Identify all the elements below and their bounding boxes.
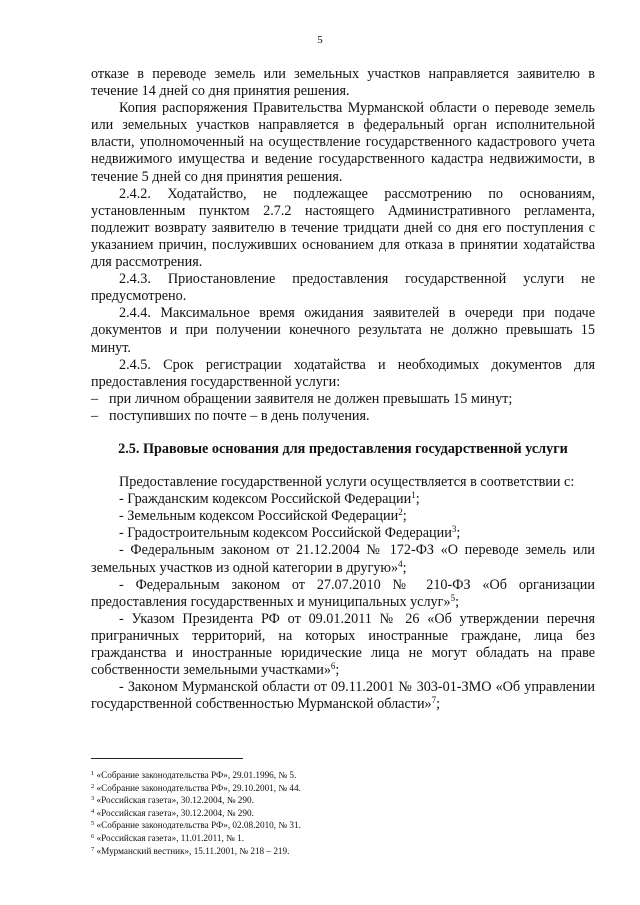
legal-item (91, 525, 595, 542)
dash-list (91, 391, 595, 425)
paragraph: 2.4.4. Максимальное время ожидания заявителей в очереди при подаче документов и при получении конечного результата не должно превышать 15 минут. (91, 305, 595, 356)
legal-item (91, 542, 595, 576)
footnote-text: «Мурманский вестник», 15.11.2001, № 218 – 219. (96, 845, 290, 856)
legal-item-tail: ; (402, 559, 407, 576)
legal-item-tail: ; (455, 593, 460, 610)
legal-item-text: - Федеральным законом от 27.07.2010 № 210-ФЗ «Об организации предоставления государственных и муниципальных услуг» (91, 576, 595, 610)
footnote (91, 782, 595, 795)
paragraph: 2.4.2. Ходатайство, не подлежащее рассмотрению по основаниям, установленным пунктом 2.7.2 настоящего Административного регламента, подлежит возврату заявителю в течение тридцати дней со дня его поступления с указанием причин, послуживших основанием для отказа в принятии ходатайства для рассмотрения. (91, 185, 595, 271)
footnotes (91, 758, 595, 857)
footnote-text: «Собрание законодательства РФ», 29.10.2001, № 44. (96, 782, 301, 793)
paragraph: отказе в переводе земель или земельных участков направляется заявителю в течение 14 дней со дня принятия решения. (91, 66, 595, 100)
footnote-ref[interactable]: 3 (451, 524, 457, 535)
legal-basis-list (91, 491, 595, 713)
footnote (91, 769, 595, 782)
legal-item (91, 508, 595, 525)
footnote (91, 807, 595, 820)
footnote-ref[interactable]: 1 (411, 490, 416, 501)
paragraph: 2.4.3. Приостановление предоставления государственной услуги не предусмотрено. (91, 271, 595, 305)
paragraph: Копия распоряжения Правительства Мурманской области о переводе земель или земельных участков направляется в федеральный орган исполнительной власти, уполномоченный на осуществление государственного кадастрового учета недвижимого имущества и ведение государственного кадастра недвижимости, в течение 5 дней со дня принятия решения. (91, 100, 595, 185)
footnote-number: 2 (91, 782, 95, 790)
legal-item-tail: ; (402, 508, 407, 525)
footnote-text: «Собрание законодательства РФ», 29.01.1996, № 5. (96, 770, 297, 780)
paragraph: 2.4.5. Срок регистрации ходатайства и необходимых документов для предоставления государственной услуги: (91, 356, 595, 390)
list-item (91, 408, 595, 425)
footnote-number: 3 (91, 795, 95, 803)
legal-item-text: - Федеральным законом от 21.12.2004 № 172-ФЗ «О переводе земель или земельных участков из одной категории в другую» (91, 542, 595, 576)
list-item (91, 391, 595, 408)
list-item-text: при личном обращении заявителя не должен превышать 15 минут; (109, 390, 513, 407)
legal-item (91, 679, 595, 713)
footnote-text: «Российская газета», 30.12.2004, № 290. (96, 795, 254, 806)
legal-item-tail: ; (436, 696, 441, 713)
legal-item-tail: ; (335, 662, 340, 679)
page-number: 5 (317, 34, 323, 46)
intro-paragraph: Предоставление государственной услуги осуществляется в соответствии с: (119, 474, 575, 491)
legal-item-text: - Градостроительным кодексом Российской Федерации (119, 525, 452, 542)
footnote-text: «Российская газета», 11.01.2011, № 1. (96, 832, 244, 843)
legal-item-text: - Земельным кодексом Российской Федерации (119, 508, 399, 525)
footnote-number: 4 (91, 807, 95, 815)
legal-item-text: - Указом Президента РФ от 09.01.2011 № 26 «Об утверждении перечня приграничных территорий, на которых иностранные граждане, лица без гражданства и иностранные юридические лица не могут обладать на праве собственности земельными участками» (91, 610, 595, 679)
footnote-ref[interactable]: 7 (431, 695, 437, 706)
legal-item-text: - Гражданским кодексом Российской Федерации (119, 491, 412, 508)
list-item-text: поступивших по почте – в день получения. (109, 407, 370, 424)
legal-item-tail: ; (456, 525, 461, 542)
footnote-text: «Российская газета», 30.12.2004, № 290. (96, 807, 254, 818)
footnote (91, 794, 595, 807)
footnote-divider (91, 758, 243, 759)
footnote-ref[interactable]: 2 (398, 507, 403, 518)
legal-item (91, 491, 595, 508)
footnote-ref[interactable]: 4 (398, 558, 403, 569)
main-text (91, 66, 595, 713)
footnote-number: 7 (91, 845, 95, 853)
section-heading: 2.5. Правовые основания для предоставления государственной услуги (118, 440, 568, 457)
legal-item-tail: ; (415, 491, 420, 508)
top-paragraphs (91, 66, 595, 391)
footnote (91, 819, 595, 832)
list-dash: – (91, 390, 99, 407)
legal-item-text: - Законом Мурманской области от 09.11.2001 № 303-01-ЗМО «Об управлении государственной собственностью Мурманской области» (91, 679, 595, 713)
footnote-number: 1 (91, 770, 95, 777)
footnote (91, 845, 595, 858)
footnote-number: 6 (91, 832, 95, 840)
legal-item (91, 611, 595, 679)
footnote-ref[interactable]: 5 (450, 592, 456, 603)
legal-item (91, 577, 595, 611)
footnote-number: 5 (91, 820, 95, 828)
footnote (91, 832, 595, 845)
footnote-text: «Собрание законодательства РФ», 02.08.2010, № 31. (96, 820, 301, 831)
footnote-ref[interactable]: 6 (330, 661, 336, 672)
list-dash: – (91, 407, 99, 424)
